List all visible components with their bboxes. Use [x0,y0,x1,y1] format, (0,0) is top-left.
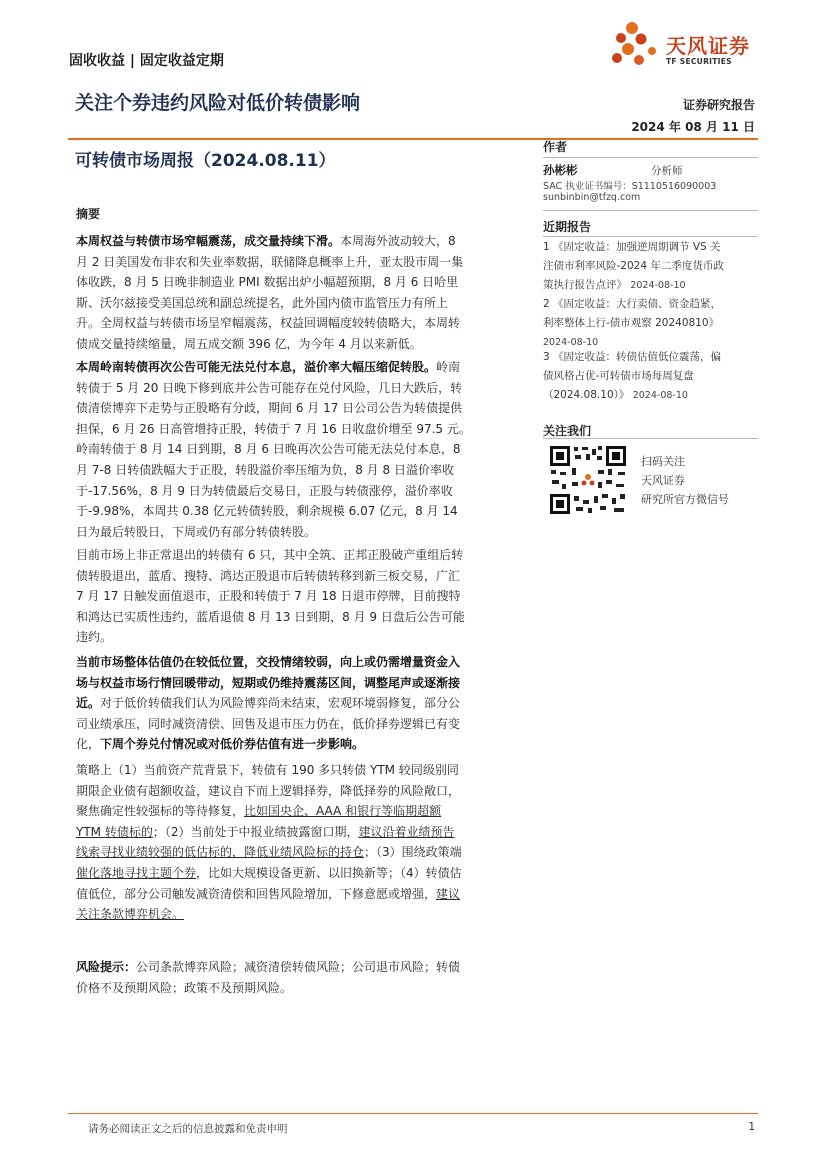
page-number: 1 [748,1121,755,1133]
footer-disclaimer: 请务必阅读正文之后的信息披露和免责申明 [88,1123,288,1135]
sidebar-divider [543,210,758,211]
sidebar-divider [543,236,758,237]
paragraph-strategy: 策略上（1）当前资产荒背景下，转债有 190 多只转债 YTM 较同级别同 期限企业债有超额收益，建议自下而上逻辑择券，降低择券的风险敞口， 聚焦确定性较强标的等待修复，比如国央企、AAA 和银行等临期超额 YTM 转债标的；（2）当前处于中报业绩披露窗口期，建议沿着业绩预告 线索寻找业绩较强的低估标的，降低业绩风险标的持仓；（3）围绕政策端 催化落地寻找主题个券，比如大规模设备更新、以旧换新等；（4）转债估 值低位，部分公司触发减资清偿和回售风险增加，下修意愿或增强，建议 关注条款博弈机会。 [76,763,462,922]
recent-reports-heading: 近期报告 [543,220,592,234]
report-date: 2024 年 08 月 11 日 [631,120,755,134]
paragraph-valuation-outlook: 当前市场整体估值仍在较低位置，交投情绪较弱，向上或仍需增量资金入 场与权益市场行情回暖带动，短期或仍维持震荡区间，调整尾声或逐渐接 近。对于低价转债我们认为风险博弈尚未结束，宏观环境弱修复，部分公 司业绩承压，同时减资清偿、回售及退市压力仍在，低价择券逻辑已有变 化，下周个券兑付情况或对低价券估值有进一步影响。 [76,655,461,752]
sidebar-divider [543,438,758,439]
recent-report-3[interactable]: 3 《固定收益：转债估值低位震荡，偏 债风格占优-可转债市场每周复盘 （2024.08.10）》 2024-08-10 [543,351,722,401]
qr-code-icon[interactable] [548,444,628,516]
report-headline: 关注个券违约风险对低价转债影响 [75,92,361,114]
author-role: 分析师 [651,165,683,177]
author-sac-number: SAC 执业证书编号：S1110516090003 [543,181,717,192]
logo-text-en: TF SECURITIES [666,57,732,66]
follow-us-heading: 关注我们 [543,424,592,438]
paragraph-market-overview: 本周权益与转债市场窄幅震荡，成交量持续下滑。本周海外波动较大，8 月 2 日美国发布非农和失业率数据，联储降息概率上升，亚太股市周一集 体收跌，8 月 5 日晚非制造业 PMI 数据出炉小幅超预期，8 月 6 日哈里 斯、沃尔兹接受美国总统和副总统提名，此外国内债市监管压力有所上 升。全周权益与转债市场呈窄幅震荡，权益回调幅度较转债略大，本周转 债成交量持续缩量，周五成交额 396 亿，为今年 4 月以来新低。 [76,234,464,351]
report-subtitle: 可转债市场周报（2024.08.11） [75,151,336,171]
footer-divider [68,1113,758,1114]
abstract-heading: 摘要 [76,207,101,221]
paragraph-risk-warning: 风险提示：公司条款博弈风险；减资清偿转债风险；公司退市风险；转债 价格不及预期风险；政策不及预期风险。 [76,960,461,995]
recent-report-1[interactable]: 1 《固定收益：加强逆周期调节 VS 关 注债市利率风险-2024 年二季度货币政 策执行报告点评》 2024-08-10 [543,241,724,291]
paragraph-lingnan-convertible: 本周岭南转债再次公告可能无法兑付本息，溢价率大幅压缩促转股。岭南 转债于 5 月 20 日晚下修到底并公告可能存在兑付风险，几日大跌后，转 债清偿博弈下走势与正股略有分歧，期间 6 月 17 日公司公告为转债提供 担保，6 月 26 日高管增持正股，转债于 7 月 16 日收盘价增至 97.5 元。 岭南转债于 8 月 14 日到期，8 月 6 日晚再次公告可能无法兑付本息，8 月 7-8 日转债跌幅大于正股，转股溢价率压缩为负，8 月 8 日溢价率收 于-17.56%，8 月 9 日为转债最后交易日，正股与转债涨停，溢价率收 于-9.98%，本周共 0.38 亿元转债转股，剩余规模 6.07 亿元，8 月 14 日为最后转股日，下周或仍有部分转债转股。 [76,360,471,539]
logo-text-cn: 天风证券 [666,34,750,58]
recent-report-2[interactable]: 2 《固定收益：大行卖债、资金趋紧， 利率整体上行-债市观察 20240810》 2024-08-10 [543,298,722,348]
report-category: 固收收益 | 固定收益定期 [69,53,224,69]
report-type: 证券研究报告 [682,98,755,112]
paragraph-abnormal-exits: 目前市场上非正常退出的转债有 6 只，其中全筑、正邦正股破产重组后转 债转股退出，蓝盾、搜特、鸿达正股退市后转债转移到新三板交易，广汇 7 月 17 日触发面值退市，正股和转债于 7 月 18 日退市停牌，目前搜特 和鸿达已实质性违约，蓝盾退债 8 月 13 日到期，8 月 9 日盘后公告可能 违约。 [76,548,465,645]
author-email[interactable]: sunbinbin@tfzq.com [543,192,641,203]
sidebar-divider [543,157,758,158]
author-name: 孙彬彬 [543,163,578,177]
header-divider [68,138,758,140]
follow-us-text: 扫码关注 天风证券 研究所官方微信号 [641,455,729,506]
author-heading: 作者 [543,140,568,154]
